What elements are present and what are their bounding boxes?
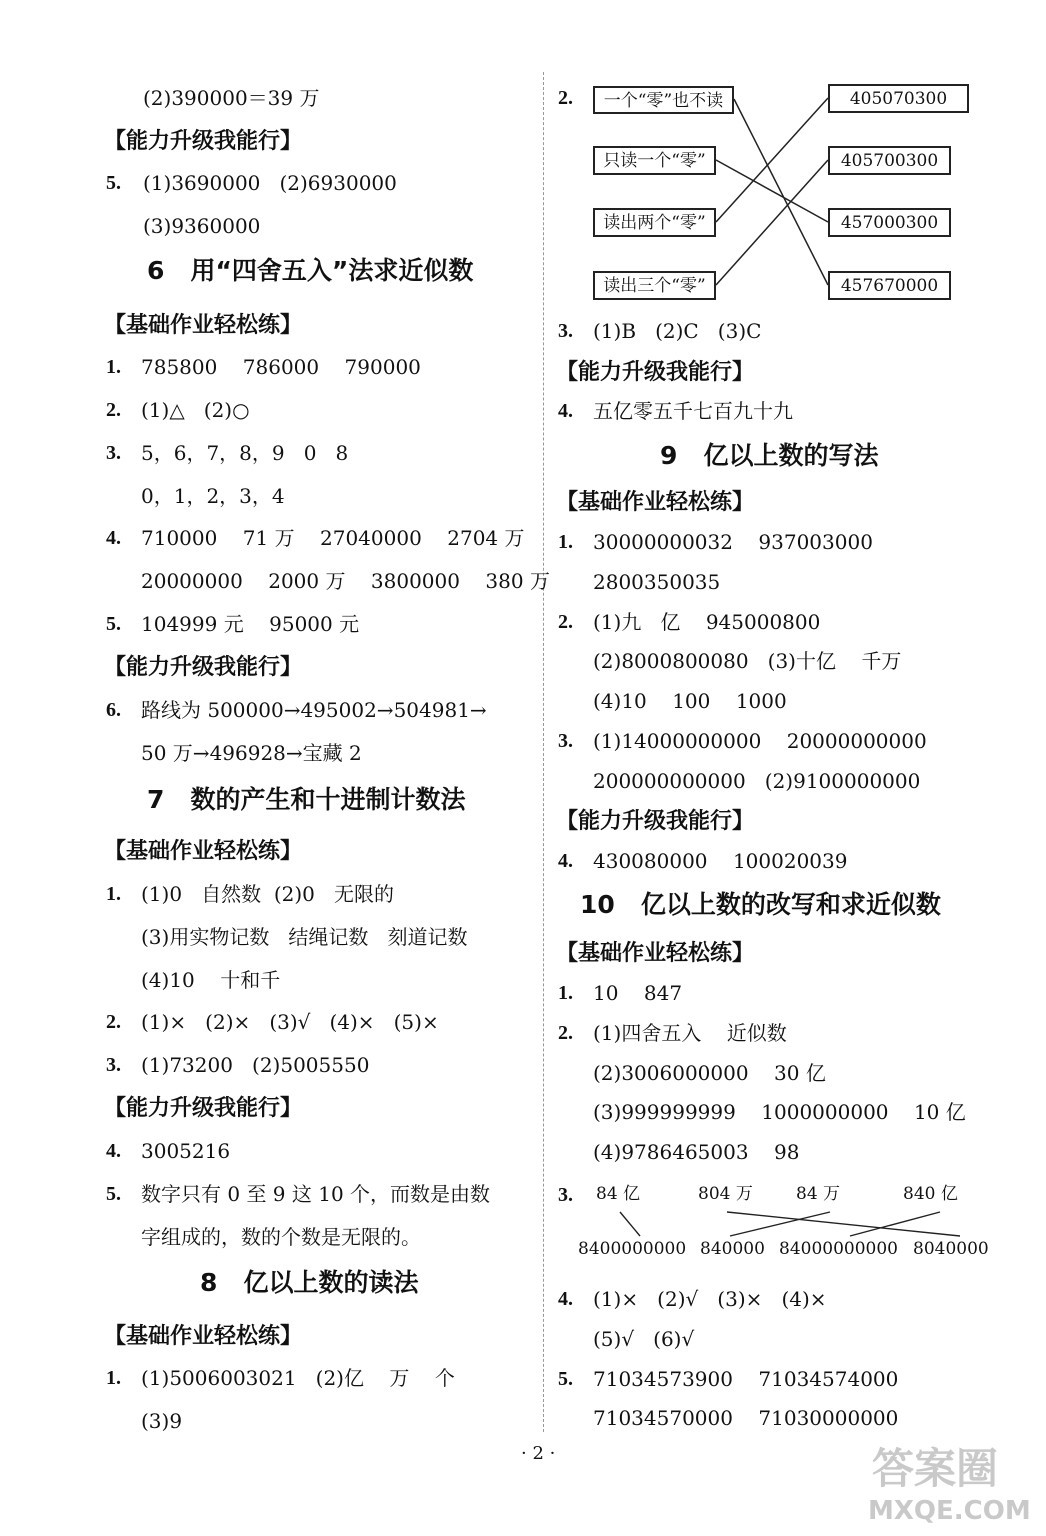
answer-line: (1)B (2)C (3)C [593, 319, 762, 343]
page-number: · 2 · [521, 1443, 556, 1464]
match-right-box: 457000300 [828, 208, 951, 237]
answer-line: (4)10 十和千 [141, 968, 281, 992]
answer-line: (1)× (2)× (3)√ (4)× (5)× [141, 1010, 439, 1034]
question-number: 2. [558, 1022, 573, 1044]
question-number: 4. [558, 1288, 573, 1310]
question-number: 4. [106, 527, 121, 549]
answer-line: 104999 元 95000 元 [141, 612, 360, 636]
section-heading: 【能力升级我能行】 [104, 128, 303, 154]
answer-line: 3005216 [141, 1139, 231, 1163]
match-left-box: 一个“零”也不读 [593, 86, 734, 114]
match-top-label: 804 万 [698, 1184, 753, 1204]
question-number: 1. [106, 356, 121, 378]
question-number: 4. [558, 850, 573, 872]
section-heading: 【基础作业轻松练】 [556, 940, 755, 966]
match-left-box: 只读一个“零” [593, 146, 716, 175]
answer-line: (1)0 自然数 (2)0 无限的 [141, 882, 394, 906]
match-top-label: 84 亿 [596, 1184, 641, 1204]
answer-line: 785800 786000 790000 [141, 355, 421, 379]
question-number: 3. [558, 1184, 573, 1206]
match-bottom-label: 8400000000 [578, 1239, 687, 1259]
question-number: 3. [106, 442, 121, 464]
match-line [716, 160, 828, 222]
answer-line: (3)999999999 1000000000 10 亿 [593, 1100, 966, 1124]
answer-line: 71034573900 71034574000 [593, 1367, 899, 1391]
match-bottom-label: 8040000 [913, 1239, 989, 1259]
answer-line: 5，6，7，8，9 0 8 [141, 441, 349, 465]
match-left-box: 读出三个“零” [593, 271, 716, 300]
match-bottom-label: 840000 [700, 1239, 765, 1259]
section-heading: 【基础作业轻松练】 [104, 1323, 303, 1349]
answer-line: (3)9360000 [143, 214, 261, 238]
answer-line: (3)用实物记数 结绳记数 刻道记数 [141, 925, 468, 949]
question-number: 2. [106, 399, 121, 421]
section-heading: 【能力升级我能行】 [556, 359, 755, 385]
answer-line: (1)14000000000 20000000000 [593, 729, 927, 753]
match-bottom-label: 84000000000 [779, 1239, 898, 1259]
section-heading: 【能力升级我能行】 [104, 654, 303, 680]
answer-line: 710000 71 万 27040000 2704 万 [141, 526, 525, 550]
lesson-title: 10 亿以上数的改写和求近似数 [580, 890, 941, 919]
match-top-label: 840 亿 [903, 1184, 958, 1204]
lesson-title: 9 亿以上数的写法 [660, 441, 879, 470]
answer-line: 10 847 [593, 981, 683, 1005]
answer-line: 路线为 500000→495002→504981→ [141, 698, 487, 722]
answer-line: 数字只有 0 至 9 这 10 个，而数是由数 [141, 1182, 491, 1206]
answer-line: 30000000032 937003000 [593, 530, 873, 554]
section-heading: 【能力升级我能行】 [104, 1095, 303, 1121]
answer-line: (1)九 亿 945000800 [593, 610, 821, 634]
section-heading: 【基础作业轻松练】 [556, 489, 755, 515]
answer-line: (1)5006003021 (2)亿 万 个 [141, 1366, 455, 1390]
question-number: 5. [106, 172, 121, 194]
answer-line: 50 万→496928→宝藏 2 [141, 741, 362, 765]
answer-line: (1)△ (2)○ [141, 398, 250, 422]
answer-line: 71034570000 71030000000 [593, 1406, 899, 1430]
match-right-box: 405700300 [828, 146, 951, 175]
question-number: 4. [558, 400, 573, 422]
question-number: 5. [558, 1368, 573, 1390]
answer-line: 200000000000 (2)9100000000 [593, 769, 921, 793]
question-number: 2. [558, 611, 573, 633]
question-number: 4. [106, 1140, 121, 1162]
answer-line: (4)9786465003 98 [593, 1140, 800, 1164]
answer-line: (3)9 [141, 1409, 183, 1433]
question-number: 3. [558, 320, 573, 342]
section-heading: 【基础作业轻松练】 [104, 838, 303, 864]
question-number: 1. [106, 1367, 121, 1389]
question-number: 1. [558, 531, 573, 553]
answer-line: (2)390000＝39 万 [143, 86, 320, 110]
answer-line: 430080000 100020039 [593, 849, 848, 873]
match-line [727, 1212, 960, 1236]
answer-line: 2800350035 [593, 570, 721, 594]
answer-line: 字组成的，数的个数是无限的。 [141, 1225, 421, 1249]
question-number: 1. [106, 883, 121, 905]
match-line [734, 99, 828, 285]
answer-line: (5)√ (6)√ [593, 1327, 695, 1351]
question-number: 6. [106, 699, 121, 721]
match-line [716, 98, 828, 222]
answer-line: 五亿零五千七百九十九 [593, 399, 793, 423]
question-number: 2. [558, 87, 573, 109]
question-number: 1. [558, 982, 573, 1004]
question-number: 3. [558, 730, 573, 752]
match-line [730, 1212, 830, 1236]
answer-line: (1)四舍五入 近似数 [593, 1021, 787, 1045]
match-right-box: 457670000 [828, 271, 951, 300]
answer-line: 20000000 2000 万 3800000 380 万 [141, 569, 550, 593]
match-line [716, 160, 828, 285]
question-number: 2. [106, 1011, 121, 1033]
match-top-label: 84 万 [796, 1184, 841, 1204]
match-line [850, 1212, 940, 1236]
answer-line: (4)10 100 1000 [593, 689, 787, 713]
answer-line: (1)73200 (2)5005550 [141, 1053, 370, 1077]
answer-line: (1)× (2)√ (3)× (4)× [593, 1287, 827, 1311]
answer-line: (2)3006000000 30 亿 [593, 1061, 826, 1085]
answer-line: (2)8000800080 (3)十亿 千万 [593, 649, 902, 673]
match-right-box: 405070300 [828, 84, 969, 113]
lesson-title: 8 亿以上数的读法 [200, 1268, 419, 1297]
answer-line: (1)3690000 (2)6930000 [143, 171, 397, 195]
match-line [620, 1212, 640, 1236]
lesson-title: 6 用“四舍五入”法求近似数 [147, 256, 474, 285]
watermark-logo: 答案圈 [872, 1444, 999, 1493]
answer-line: 0，1，2，3，4 [141, 484, 285, 508]
lesson-title: 7 数的产生和十进制计数法 [147, 785, 466, 814]
question-number: 5. [106, 613, 121, 635]
section-heading: 【能力升级我能行】 [556, 808, 755, 834]
question-number: 5. [106, 1183, 121, 1205]
question-number: 3. [106, 1054, 121, 1076]
watermark-url: MXQE.COM [868, 1496, 1031, 1526]
match-left-box: 读出两个“零” [593, 208, 716, 237]
section-heading: 【基础作业轻松练】 [104, 312, 303, 338]
